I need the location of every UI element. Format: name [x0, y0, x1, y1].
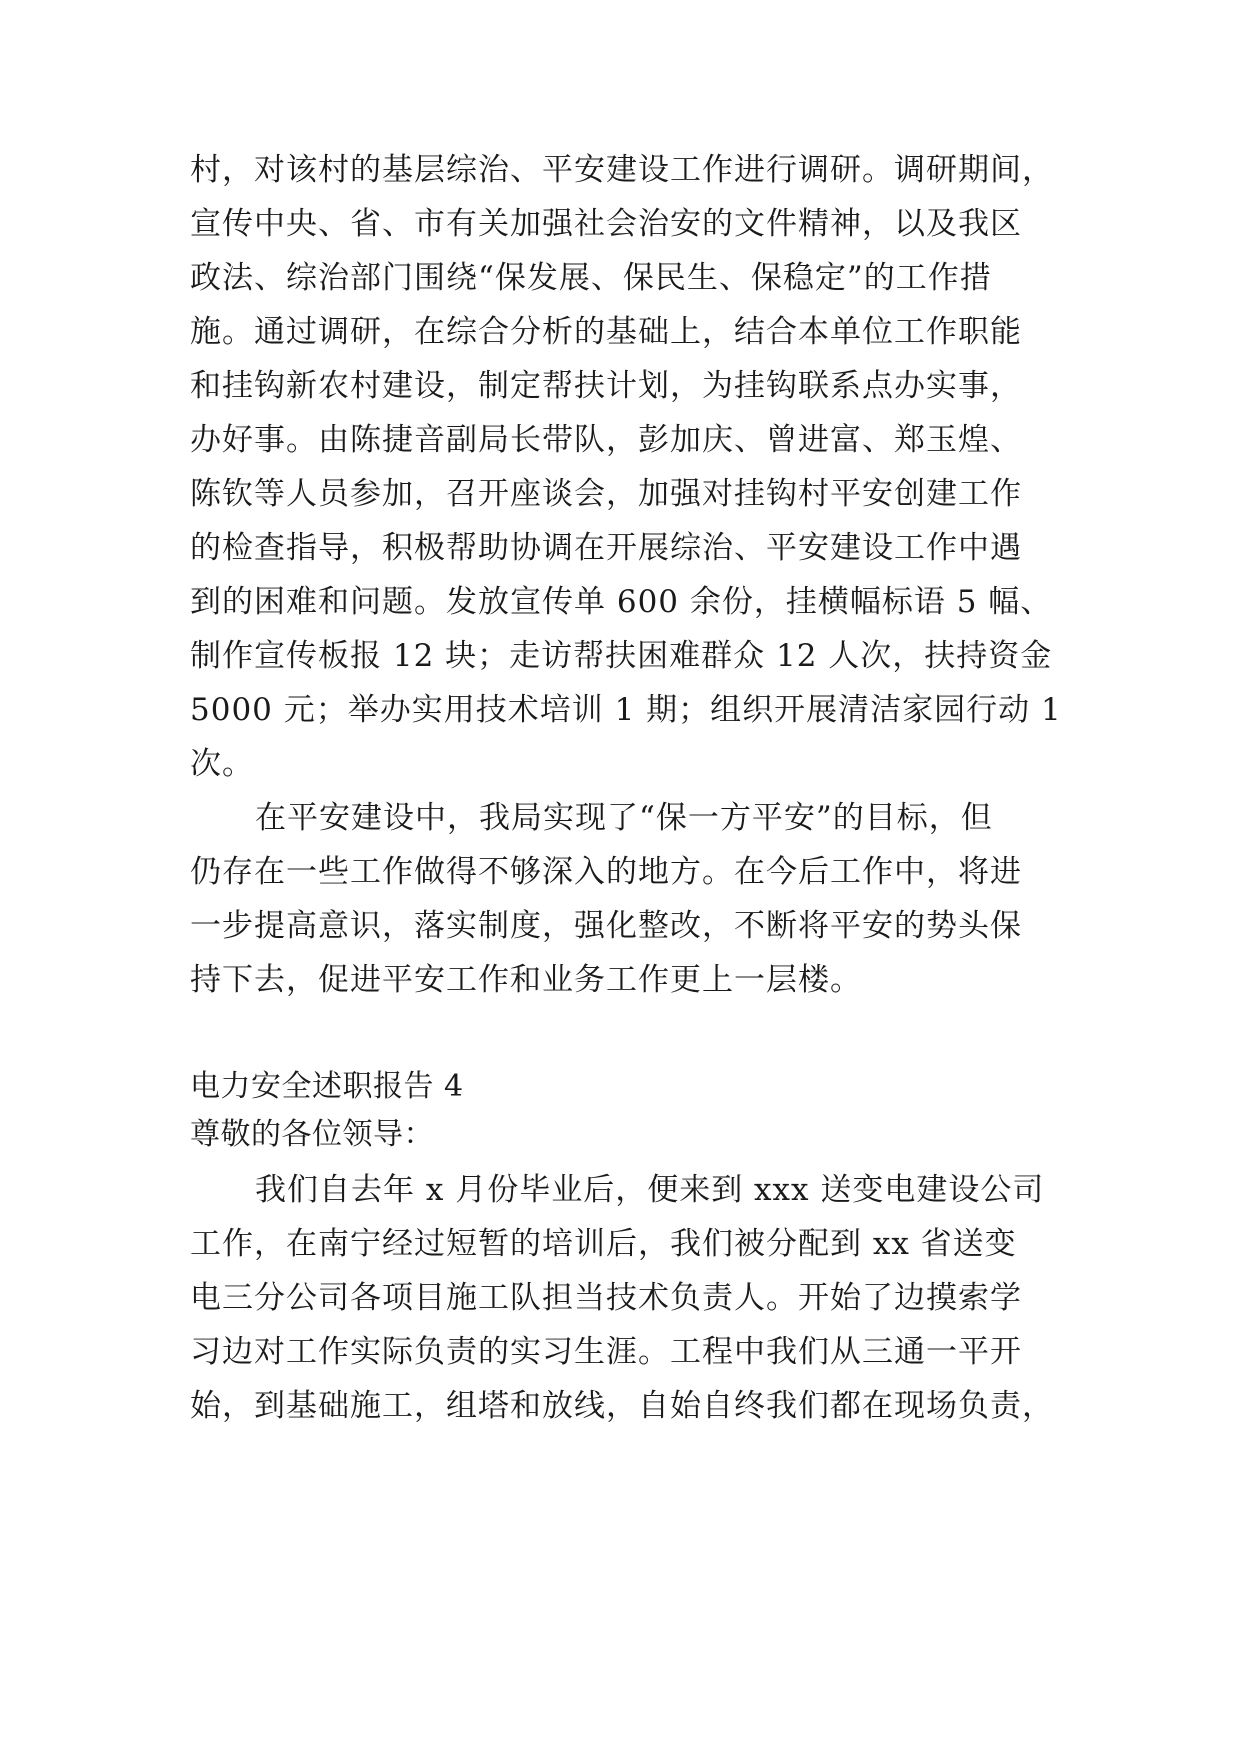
paragraph-line: 习边对工作实际负责的实习生涯。工程中我们从三通一平开	[190, 1334, 1022, 1370]
salutation: 尊敬的各位领导：	[190, 1117, 434, 1152]
paragraph-line: 次。	[190, 746, 254, 782]
paragraph-line: 制作宣传板报 12 块；走访帮扶困难群众 12 人次，扶持资金	[190, 638, 1053, 674]
paragraph-line: 始，到基础施工，组塔和放线，自始自终我们都在现场负责，	[190, 1388, 1054, 1424]
section-title: 电力安全述职报告 4	[190, 1069, 464, 1104]
paragraph-line: 和挂钩新农村建设，制定帮扶计划，为挂钩联系点办实事，	[190, 368, 1022, 404]
paragraph-line: 政法、综治部门围绕“保发展、保民生、保稳定”的工作措	[190, 260, 992, 296]
paragraph-line: 5000 元；举办实用技术培训 1 期；组织开展清洁家园行动 1	[190, 692, 1062, 728]
paragraph-line: 施。通过调研，在综合分析的基础上，结合本单位工作职能	[190, 314, 1022, 350]
paragraph-line: 我们自去年 x 月份毕业后，便来到 xxx 送变电建设公司	[255, 1172, 1045, 1208]
paragraph-line: 工作，在南宁经过短暂的培训后，我们被分配到 xx 省送变	[190, 1226, 1017, 1262]
paragraph-line: 到的困难和问题。发放宣传单 600 余份，挂横幅标语 5 幅、	[190, 584, 1053, 620]
paragraph-line: 的检查指导，积极帮助协调在开展综治、平安建设工作中遇	[190, 530, 1022, 566]
paragraph-line: 村，对该村的基层综治、平安建设工作进行调研。调研期间，	[190, 152, 1054, 188]
paragraph-line: 持下去，促进平安工作和业务工作更上一层楼。	[190, 962, 862, 998]
paragraph-line: 一步提高意识，落实制度，强化整改，不断将平安的势头保	[190, 908, 1022, 944]
paragraph-line: 办好事。由陈捷音副局长带队，彭加庆、曾进富、郑玉煌、	[190, 422, 1022, 458]
paragraph-line: 电三分公司各项目施工队担当技术负责人。开始了边摸索学	[190, 1280, 1022, 1316]
paragraph-line: 陈钦等人员参加，召开座谈会，加强对挂钩村平安创建工作	[190, 476, 1022, 512]
paragraph-line: 在平安建设中，我局实现了“保一方平安”的目标，但	[255, 800, 993, 836]
paragraph-line: 宣传中央、省、市有关加强社会治安的文件精神，以及我区	[190, 206, 1022, 242]
paragraph-line: 仍存在一些工作做得不够深入的地方。在今后工作中，将进	[190, 854, 1022, 890]
